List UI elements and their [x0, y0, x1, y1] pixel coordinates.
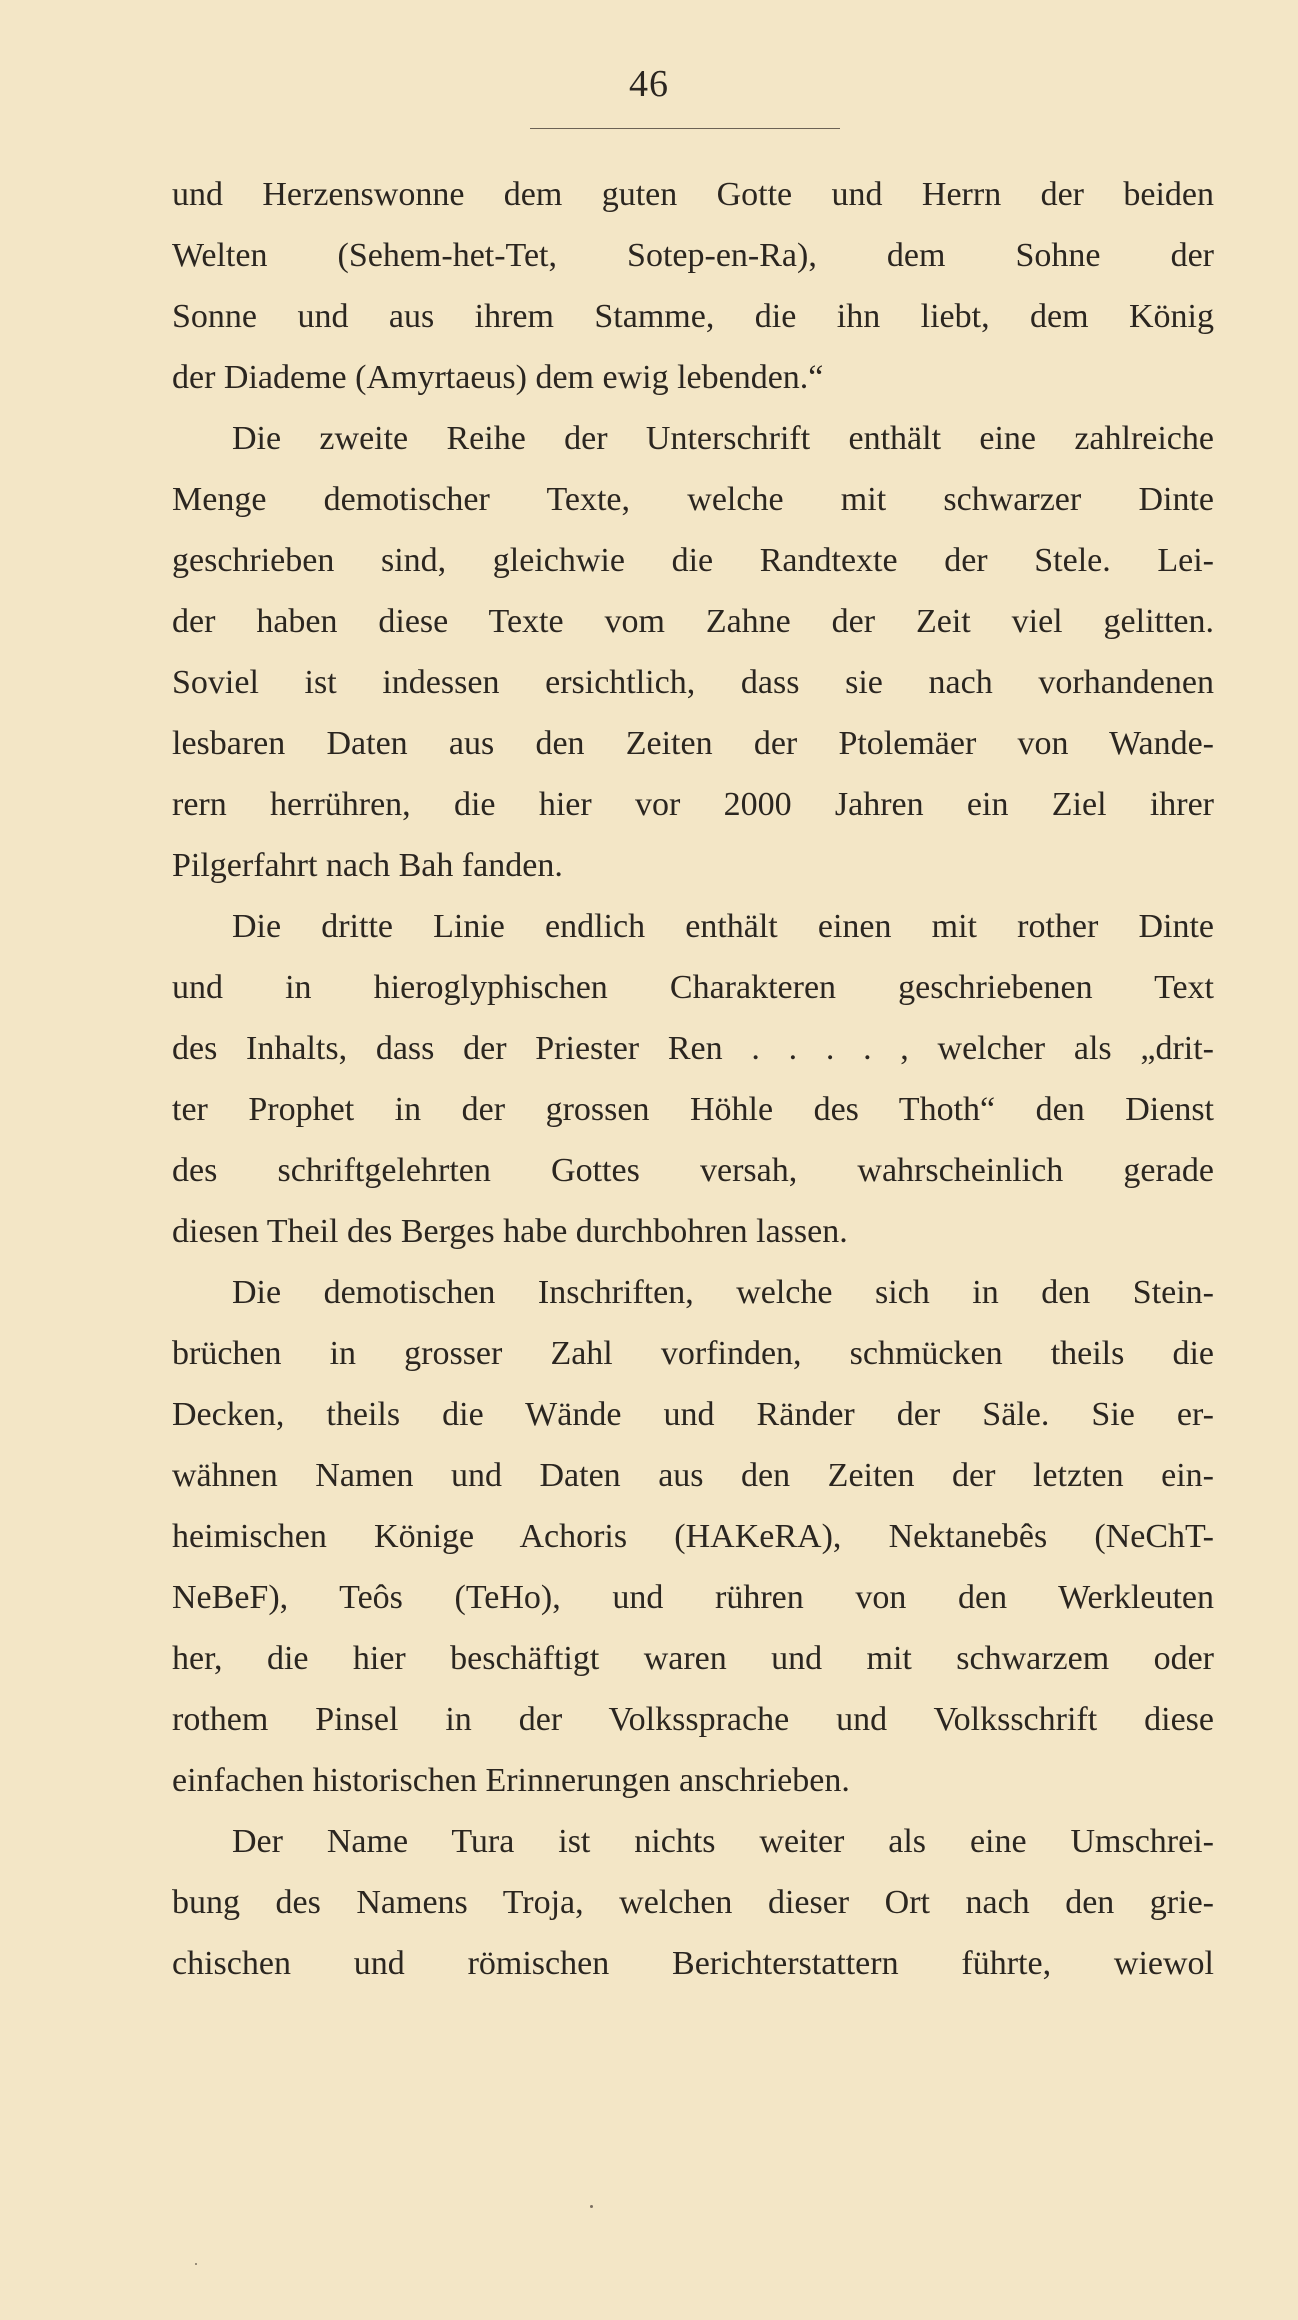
text-line: Die zweite Reihe der Unterschrift enthält eine zahlreiche	[232, 420, 1214, 457]
text-line: lesbaren Daten aus den Zeiten der Ptolemäer von Wande-	[172, 725, 1214, 762]
text-line: Die dritte Linie endlich enthält einen mit rother Dinte	[232, 908, 1214, 945]
body-text	[172, 164, 1214, 1994]
text-line: ter Prophet in der grossen Höhle des Thoth“ den Dienst	[172, 1091, 1214, 1128]
paper-speck	[590, 2205, 593, 2208]
text-line: rern herrühren, die hier vor 2000 Jahren ein Ziel ihrer	[172, 786, 1214, 823]
text-line: einfachen historischen Erinnerungen anschrieben.	[172, 1762, 850, 1799]
text-line: bung des Namens Troja, welchen dieser Ort nach den grie-	[172, 1884, 1214, 1921]
text-line: der Diademe (Amyrtaeus) dem ewig lebenden.“	[172, 359, 824, 396]
text-line: brüchen in grosser Zahl vorfinden, schmücken theils die	[172, 1335, 1214, 1372]
text-line: chischen und römischen Berichterstattern führte, wiewol	[172, 1945, 1214, 1982]
text-line: Die demotischen Inschriften, welche sich in den Stein-	[232, 1274, 1214, 1311]
text-line: Soviel ist indessen ersichtlich, dass sie nach vorhandenen	[172, 664, 1214, 701]
text-line: Pilgerfahrt nach Bah fanden.	[172, 847, 563, 884]
text-line: Welten (Sehem-het-Tet, Sotep-en-Ra), dem Sohne der	[172, 237, 1214, 274]
text-line: her, die hier beschäftigt waren und mit schwarzem oder	[172, 1640, 1214, 1677]
paper-speck	[195, 2263, 197, 2265]
text-line: Decken, theils die Wände und Ränder der Säle. Sie er-	[172, 1396, 1214, 1433]
text-line: der haben diese Texte vom Zahne der Zeit viel gelitten.	[172, 603, 1214, 640]
text-line: des schriftgelehrten Gottes versah, wahrscheinlich gerade	[172, 1152, 1214, 1189]
text-line: diesen Theil des Berges habe durchbohren lassen.	[172, 1213, 848, 1250]
text-line: Menge demotischer Texte, welche mit schwarzer Dinte	[172, 481, 1214, 518]
page-number: 46	[629, 63, 669, 105]
text-line: rothem Pinsel in der Volkssprache und Volksschrift diese	[172, 1701, 1214, 1738]
text-line: NeBeF), Teôs (TeHo), und rühren von den Werkleuten	[172, 1579, 1214, 1616]
text-line: heimischen Könige Achoris (HAKeRA), Nektanebês (NeChT-	[172, 1518, 1214, 1555]
text-line: und Herzenswonne dem guten Gotte und Herrn der beiden	[172, 176, 1214, 213]
text-line: Der Name Tura ist nichts weiter als eine Umschrei-	[232, 1823, 1214, 1860]
header-rule	[530, 128, 840, 129]
text-line: des Inhalts, dass der Priester Ren . . . . , welcher als „drit-	[172, 1030, 1214, 1067]
text-line: und in hieroglyphischen Charakteren geschriebenen Text	[172, 969, 1214, 1006]
text-line: Sonne und aus ihrem Stamme, die ihn liebt, dem König	[172, 298, 1214, 335]
text-line: wähnen Namen und Daten aus den Zeiten der letzten ein-	[172, 1457, 1214, 1494]
text-line: geschrieben sind, gleichwie die Randtexte der Stele. Lei-	[172, 542, 1214, 579]
